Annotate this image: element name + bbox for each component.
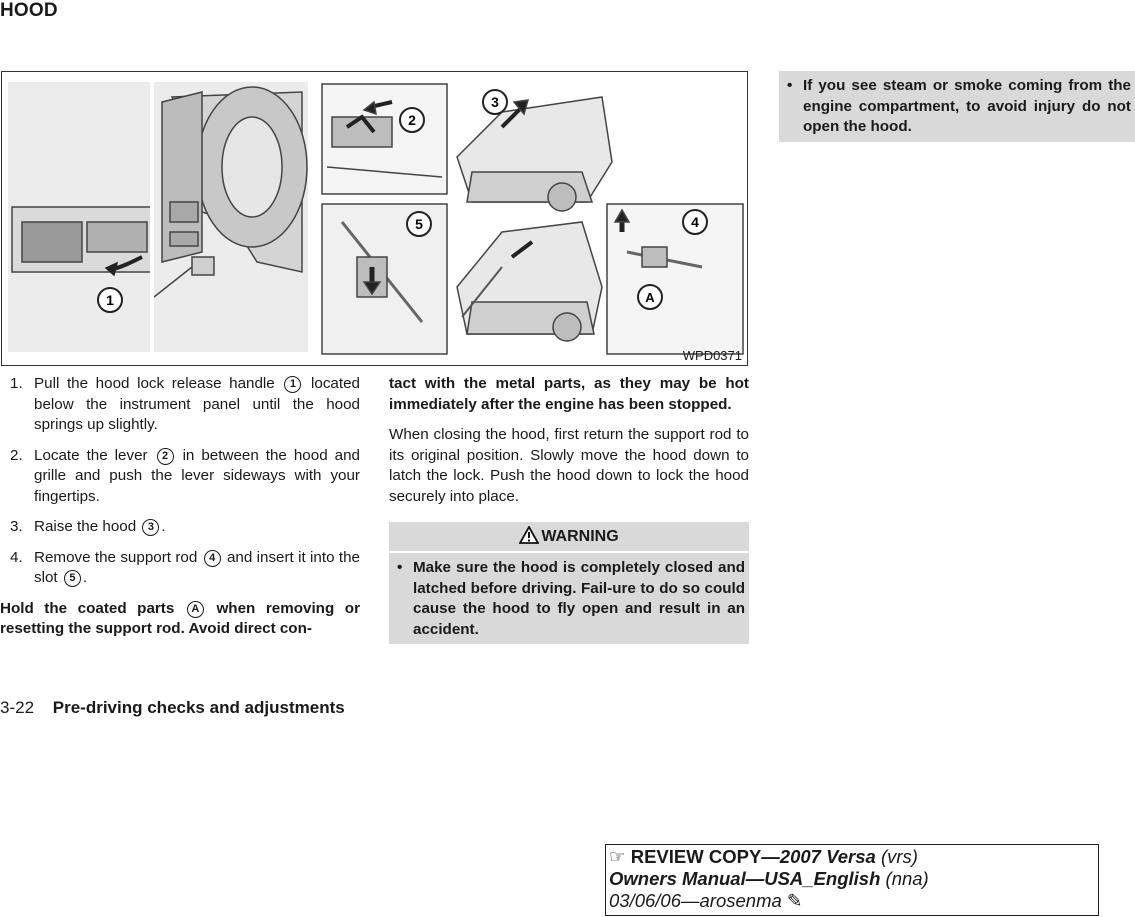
svg-text:5: 5 xyxy=(415,216,423,232)
callout-ref: 1 xyxy=(284,376,301,393)
hood-release-illustration xyxy=(1,71,748,366)
lever-detail-drawing xyxy=(322,84,447,194)
steam-warning-item: • If you see steam or smoke coming from the engine compartment, to avoid injury do not open the hood. xyxy=(787,77,1131,135)
callout-ref: 2 xyxy=(157,448,174,465)
car-front-top-drawing xyxy=(457,97,612,211)
warning-title: WARNING xyxy=(541,528,619,545)
steam-column xyxy=(779,71,1135,142)
caution-continued: tact with the metal parts, as they may be hot immediately after the engine has been stopped. xyxy=(389,375,749,413)
warning-triangle-icon xyxy=(519,526,539,544)
list-item: 2. Locate the lever 2 in between the hood and grille and push the lever sideways with your fingertips. xyxy=(10,446,360,505)
review-line-2: Owners Manual—USA_English (nna) xyxy=(609,868,929,889)
writing-hand-icon: ✎ xyxy=(786,890,803,911)
list-item: 4. Remove the support rod 4 and insert it into the slot 5 . xyxy=(10,548,360,586)
list-item: 1. Pull the hood lock release handle 1 located below the instrument panel until the hood springs up slightly. xyxy=(10,375,360,433)
review-line-1: ☞ REVIEW COPY—2007 Versa (vrs) xyxy=(609,846,918,867)
closing-instructions: When closing the hood, first return the support rod to its original position. Slowly move the hood down to latch the lock. Push the hood down to lock the hood securely into place. xyxy=(389,426,749,505)
page-header-title: HOOD xyxy=(0,0,58,21)
svg-text:3: 3 xyxy=(491,94,499,110)
svg-text:2: 2 xyxy=(408,112,416,128)
bullet-dot: • xyxy=(787,77,793,94)
warning-item: • Make sure the hood is completely closed and latched before driving. Fail-ure to do so could cause the hood to fly open and result in an accident. xyxy=(397,559,745,638)
callout-5 xyxy=(407,212,431,236)
steps-list xyxy=(0,374,360,589)
callout-ref: 4 xyxy=(204,550,221,567)
callout-3 xyxy=(483,90,507,114)
review-copy-stamp xyxy=(605,844,1099,916)
figure-code: WPD0371 xyxy=(682,348,742,363)
pointing-hand-icon: ☞ xyxy=(609,846,626,867)
callout-a xyxy=(638,285,662,309)
car-front-bottom-drawing xyxy=(457,222,602,341)
callout-ref: 3 xyxy=(142,519,159,536)
callout-ref: A xyxy=(187,601,204,618)
review-line-3: 03/06/06—arosenma ✎ xyxy=(609,890,803,911)
steps-column xyxy=(0,374,360,650)
callout-1 xyxy=(98,288,122,312)
rod-detail-drawing xyxy=(607,204,743,354)
dashboard-drawing xyxy=(8,82,308,362)
page-footer xyxy=(0,698,345,718)
page-number: 3-22 xyxy=(0,698,35,717)
warning-header xyxy=(389,522,749,553)
svg-text:1: 1 xyxy=(106,292,114,308)
callout-ref: 5 xyxy=(64,570,81,587)
illustration-drawing xyxy=(2,72,749,367)
caution-text: Hold the coated parts A when removing or resetting the support rod. Avoid direct con- xyxy=(0,599,360,637)
section-title: Pre-driving checks and adjustments xyxy=(52,698,345,717)
closing-column xyxy=(389,374,749,644)
steam-warning-box xyxy=(779,71,1135,142)
svg-text:4: 4 xyxy=(691,214,699,230)
list-item: 3. Raise the hood 3 . xyxy=(10,518,166,535)
bullet-dot: • xyxy=(397,559,403,576)
svg-text:A: A xyxy=(645,290,655,305)
callout-4 xyxy=(683,210,707,234)
callout-2 xyxy=(400,108,424,132)
warning-box xyxy=(389,522,749,644)
